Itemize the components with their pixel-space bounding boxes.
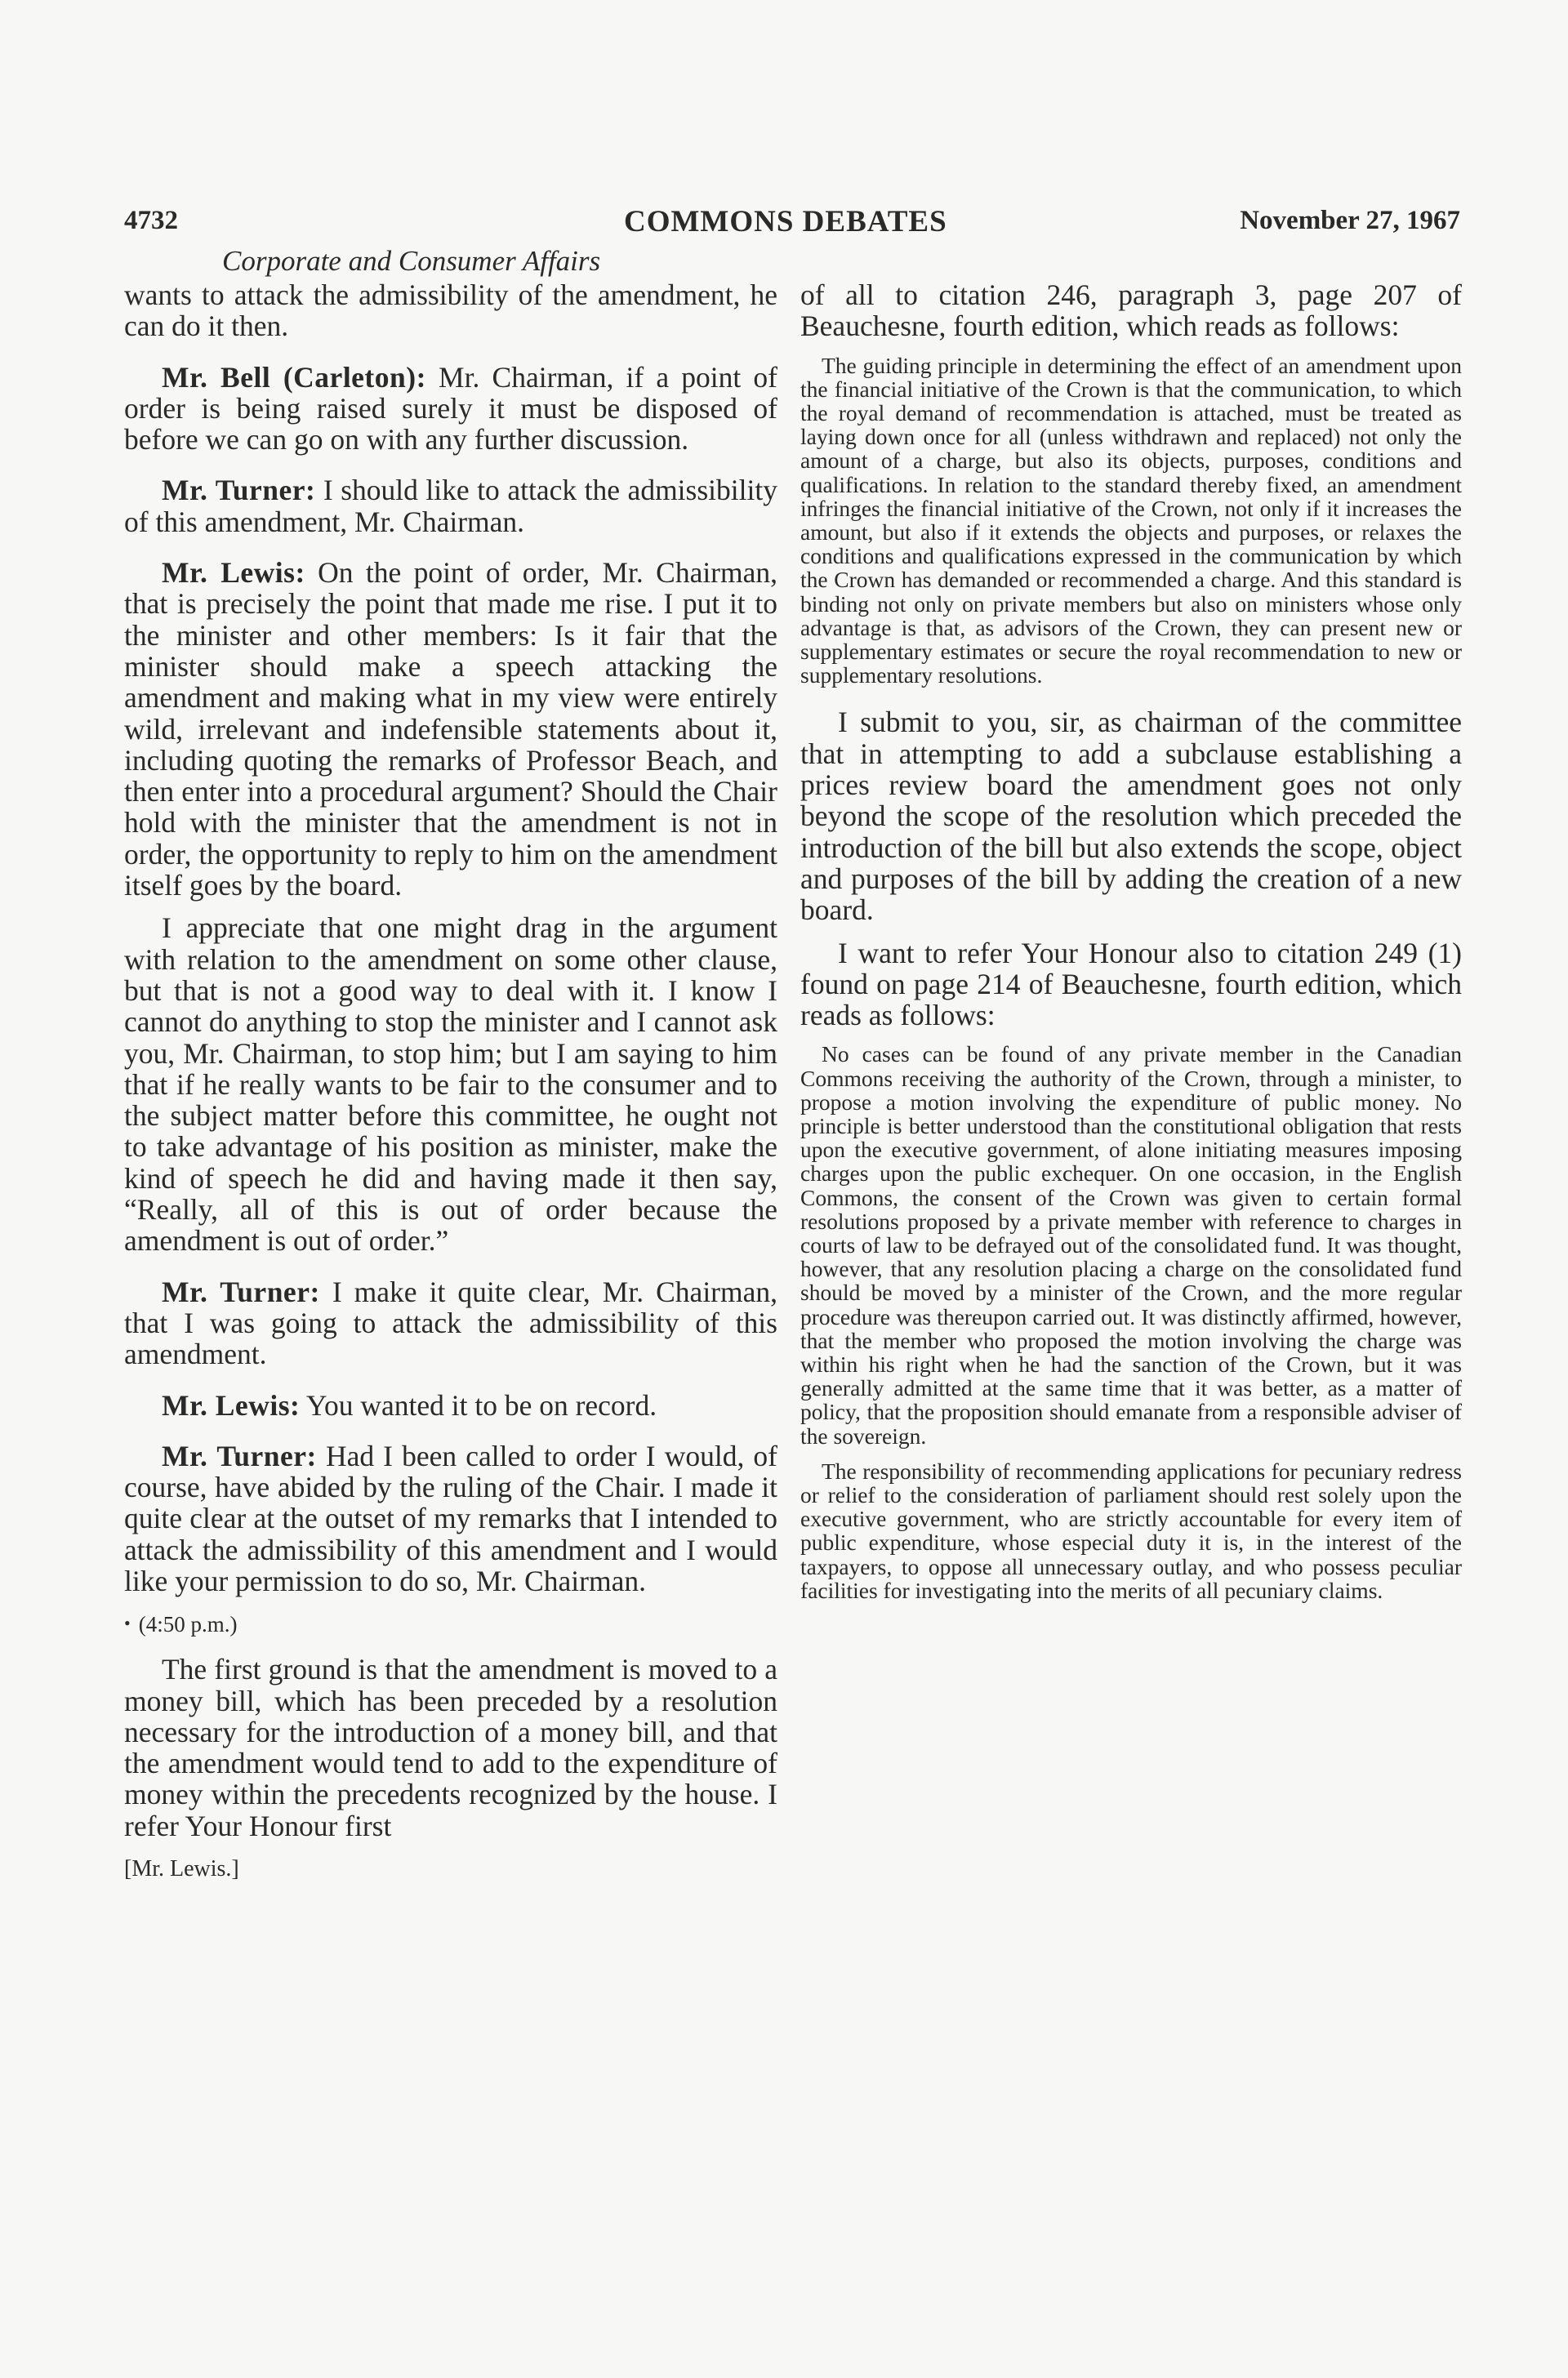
- speech-paragraph: [124, 1390, 777, 1421]
- section-title: Corporate and Consumer Affairs: [222, 245, 601, 277]
- speaker-name: Mr. Bell (Carleton):: [162, 360, 426, 394]
- left-column: [124, 279, 777, 1886]
- speaker-name: Mr. Turner:: [162, 1275, 320, 1308]
- speech-text: Had I been called to order I would, of course, have abided by the ruling of the Chair. I made it quite clear at the outset of my remarks that I intended to attack the admissibility of this amendment and I would like your permission to do so, Mr. Chairman.: [124, 1439, 777, 1597]
- speech-text: You wanted it to be on record.: [300, 1388, 657, 1422]
- block-quote: No cases can be found of any private member in the Canadian Commons receiving the authority of the Crown, through a minister, to propose a motion involving the expenditure of public money. No principle is better understood than the constitutional obligation that rests upon the executive government, of alone initiating measures imposing charges upon the public exchequer. On one occasion, in the English Commons, the consent of the Crown was given to certain formal resolutions proposed by a private member with reference to charges in courts of law to be defrayed out of the consolidated fund. It was thought, however, that any resolution placing a charge on the consolidated fund should be moved by a minister of the Crown, and the more regular procedure was thereupon carried out. It was distinctly affirmed, however, that the member who proposed the motion involving the charge was within his right when he had the sanction of the Crown, but it was generally admitted at the same time that it was better, as a matter of policy, that the proposition should emanate from a responsible adviser of the sovereign.: [800, 1041, 1462, 1449]
- speech-paragraph: [124, 474, 777, 537]
- speech-text: Mr. Chairman, if a point of order is being raised surely it must be disposed of before we can go on with any further discussion.: [124, 360, 777, 456]
- speech-paragraph: [124, 362, 777, 456]
- speech-text: On the point of order, Mr. Chairman, that is precisely the point that made me rise. I put it to the minister and other members: Is it fair that the minister should make a speech attacking the amendment and making what in my view were entirely wild, irrelevant and indefensible statements about it, including quoting the remarks of Professor Beach, and then enter into a procedural argument? Should the Chair hold with the minister that the amendment is not in order, the opportunity to reply to him on the amendment itself goes by the board.: [124, 556, 778, 902]
- paragraph: [124, 912, 777, 1256]
- speaker-footer: [Mr. Lewis.]: [124, 1856, 239, 1882]
- paragraph: [124, 1654, 777, 1841]
- publication-title: COMMONS DEBATES: [624, 205, 947, 238]
- bullet-icon: •: [124, 1613, 131, 1634]
- right-column: [800, 279, 1462, 1602]
- paragraph-text: The first ground is that the amendment is moved to a money bill, which has been preceded by a resolution necessary for the introduction of a money bill, and that the amendment would tend to add to the expenditure of money within the precedents recognized by the house. I refer Your Honour first: [124, 1653, 777, 1842]
- paragraph-text: I submit to you, sir, as chairman of the committee that in attempting to add a subclause establishing a prices review board the amendment goes not only beyond the scope of the resolution which preceded the introduction of the bill but also extends the scope, object and purposes of the bill by adding the creation of a new board.: [800, 706, 1462, 927]
- paragraph: [800, 706, 1462, 925]
- speech-paragraph: [124, 1276, 777, 1370]
- speech-text: I make it quite clear, Mr. Chairman, that I was going to attack the admissibility of this amendment.: [124, 1275, 777, 1371]
- speaker-name: Mr. Turner:: [162, 1439, 317, 1472]
- speaker-name: Mr. Lewis:: [162, 1388, 301, 1422]
- time-stamp: (4:50 p.m.): [138, 1612, 238, 1637]
- paragraph-text: of all to citation 246, paragraph 3, page 207 of Beauchesne, fourth edition, which reads as follows:: [800, 278, 1462, 343]
- publication-date: November 27, 1967: [1240, 206, 1460, 235]
- block-quote: The responsibility of recommending applications for pecuniary redress or relief to the consideration of parliament should rest solely upon the executive government, who are strictly accountable for every item of public expenditure, whose especial duty it is, in the interest of the taxpayers, to oppose all unnecessary outlay, and who possess peculiar facilities for investigating into the merits of all pecuniary claims.: [800, 1458, 1462, 1603]
- speech-text: I should like to attack the admissibility of this amendment, Mr. Chairman.: [124, 474, 777, 538]
- speaker-name: Mr. Lewis:: [162, 556, 305, 590]
- speech-paragraph: [124, 1441, 777, 1596]
- page-header: [124, 206, 1460, 247]
- speaker-name: Mr. Turner:: [162, 474, 316, 507]
- speech-paragraph: [124, 557, 777, 901]
- block-quote: The guiding principle in determining the effect of an amendment upon the financial initiative of the Crown is that the communication, to which the royal demand of recommendation is attached, must be treated as laying down once for all (unless withdrawn and replaced) not only the amount of a charge, but also its objects, purposes, conditions and qualifications. In relation to the standard thereby fixed, an amendment infringes the financial initiative of the Crown, not only if it increases the amount, but also if it extends the objects and purposes, or relaxes the conditions and qualifications expressed in the communication by which the Crown has demanded or recommended a charge. And this standard is binding not only on private members but also on ministers whose only advantage is that, as advisors of the Crown, they can present new or supplementary estimates or secure the royal recommendation to new or supplementary resolutions.: [800, 352, 1462, 688]
- paragraph: [800, 937, 1462, 1031]
- paragraph: [124, 279, 777, 342]
- page-number: 4732: [124, 206, 178, 235]
- paragraph-text: I want to refer Your Honour also to citation 249 (1) found on page 214 of Beauchesne, fourth edition, which reads as follows:: [800, 936, 1462, 1032]
- time-stamp-line: [124, 1608, 777, 1642]
- paragraph-text: I appreciate that one might drag in the argument with relation to the amendment on some other clause, but that is not a good way to deal with it. I know I cannot do anything to stop the minister and I cannot ask you, Mr. Chairman, to stop him; but I am saying to him that if he really wants to be fair to the consumer and to the subject matter before this committee, he ought not to take advantage of his position as minister, make the kind of speech he did and having made it then say, “Really, all of this is out of order because the amendment is out of order.”: [124, 911, 777, 1258]
- paragraph-text: wants to attack the admissibility of the amendment, he can do it then.: [124, 278, 777, 343]
- paragraph: [800, 279, 1462, 342]
